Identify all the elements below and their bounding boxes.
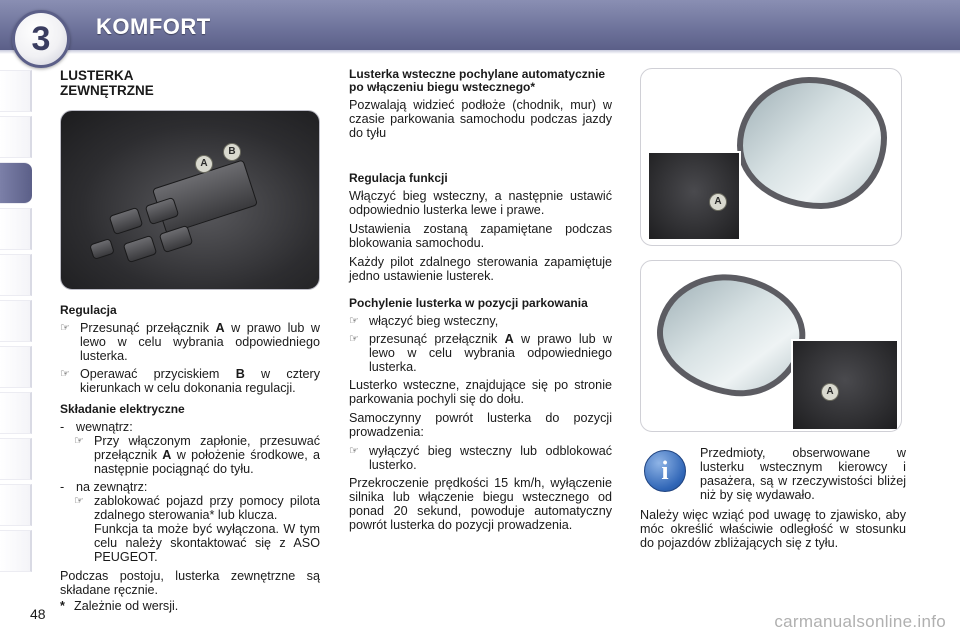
watermark: carmanualsonline.info [774,612,946,631]
mirror-photo-bottom [640,260,902,432]
chapter-tab[interactable] [0,208,32,250]
parking-text: Samoczynny powrót lusterka do pozycji prowadzenia: [349,411,612,439]
tilt-heading: Lusterka wsteczne pochylane automatycznie po włączeniu biegu wstecznego* [349,67,606,94]
pointing-hand-icon: ☞ [349,445,359,457]
function-text: Każdy pilot zdalnego sterowania zapamiętuje jedno ustawienie lusterek. [349,255,612,283]
window-button [109,207,144,235]
switch-inset [647,151,741,241]
parking-text: Lusterko wsteczne, znajdujące się po stronie parkowania pochyli się do dołu. [349,378,612,406]
chapter-tabs [0,70,32,576]
mirror-glass [737,77,887,209]
chapter-tab[interactable] [0,116,32,158]
list-item: - na zewnątrz: [60,480,148,494]
parking-text: Przekroczenie prędkości 15 km/h, wyłączenie silnika lub włączenie biegu wstecznego od ponad 20 sekund, powoduje automatyczny powrót lusterka do pozycji prowadzenia. [349,476,612,532]
parking-heading: Pochylenie lusterka w pozycji parkowania [349,296,588,310]
section-title: LUSTERKA ZEWNĘTRZNE [60,68,154,98]
callout-a: A [195,155,213,173]
function-text: Ustawienia zostaną zapamiętane podczas blokowania samochodu. [349,222,612,250]
list-item: - wewnątrz: [60,420,133,434]
chapter-tab-active[interactable] [0,162,32,204]
callout-a: A [709,193,727,211]
note-text: Funkcja ta może być wyłączona. W tym celu należy skontaktować się z ASO PEUGEOT. [94,522,320,564]
column-right [640,68,906,555]
pointing-hand-icon: ☞ [74,495,84,507]
chapter-tab[interactable] [0,254,32,296]
info-icon: i [644,450,686,492]
list-item: ☞ zablokować pojazd przy pomocy pilota zdalnego sterowania* lub klucza. [74,494,320,522]
list-item: ☞ przesunąć przełącznik A w prawo lub w lewo w celu wybrania odpowiedniego lusterka. [349,332,612,374]
column-middle [349,68,612,537]
pointing-hand-icon: ☞ [349,315,359,327]
window-button [159,225,194,253]
footnote: * Zależnie od wersji. [60,599,179,613]
callout-a: A [821,383,839,401]
chapter-tab[interactable] [0,300,32,342]
chapter-tab[interactable] [0,530,32,572]
function-text: Włączyć bieg wsteczny, a następnie ustawić odpowiednio lusterka lewe i prawe. [349,189,612,217]
skladanie-heading: Składanie elektryczne [60,402,185,416]
chapter-tab[interactable] [0,438,32,480]
page-number: 48 [30,606,46,622]
info-note [640,446,906,502]
chapter-number-badge [12,10,70,68]
header-divider [0,50,960,54]
pointing-hand-icon: ☞ [60,368,70,380]
list-item: ☞ Operawać przyciskiem B w cztery kierunkach w celu dokonania regulacji. [60,367,320,395]
list-item: ☞ wyłączyć bieg wsteczny lub odblokować lusterko. [349,444,612,472]
callout-b: B [223,143,241,161]
switch-inset [791,339,899,431]
lock-button [89,238,115,260]
list-item: ☞ Przy włączonym zapłonie, przesuwać przełącznik A w położenie środkowe, a następnie pociągnąć do tyłu. [74,434,320,476]
chapter-tab[interactable] [0,346,32,388]
column-left [60,68,320,613]
function-heading: Regulacja funkcji [349,171,448,185]
pointing-hand-icon: ☞ [349,333,359,345]
regulacja-heading: Regulacja [60,303,117,317]
info-text: Przedmioty, obserwowane w lusterku wstecznym kierowcy i pasażera, są w rzeczywistości bliżej niż by się wydawało. [700,446,906,502]
window-button [123,235,158,263]
mirror-glass [649,265,812,404]
list-item: ☞ włączyć bieg wsteczny, [349,314,499,328]
chapter-tab[interactable] [0,392,32,434]
list-item: ☞ Przesunąć przełącznik A w prawo lub w lewo w celu wybrania odpowiedniego lusterka. [60,321,320,363]
mirror-photo-top [640,68,902,246]
chapter-title: KOMFORT [96,14,211,39]
pointing-hand-icon: ☞ [60,322,70,334]
chapter-number: 3 [31,19,51,58]
chapter-tab[interactable] [0,484,32,526]
postoj-text: Podczas postoju, lusterka zewnętrzne są składane ręcznie. [60,569,320,597]
tilt-text: Pozwalają widzieć podłoże (chodnik, mur) w czasie parkowania samochodu podczas jazdy do tyłu [349,98,612,140]
pointing-hand-icon: ☞ [74,435,84,447]
chapter-tab[interactable] [0,70,32,112]
door-switch-photo [60,110,320,290]
info-more-text: Należy więc wziąć pod uwagę to zjawisko, aby móc określić właściwie odległość w stosunku do pojazdów zbliżających się z tyłu. [640,508,906,550]
